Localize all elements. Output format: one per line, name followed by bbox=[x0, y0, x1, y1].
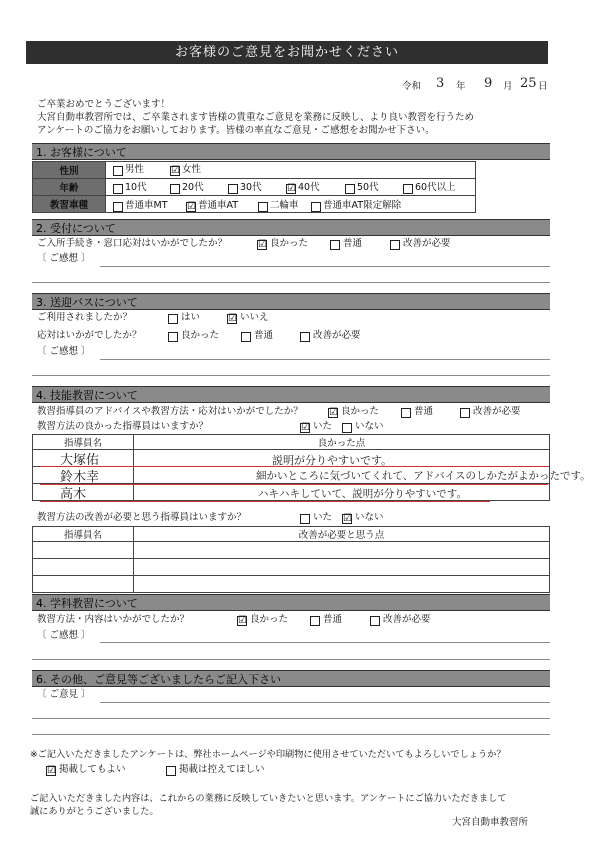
reception-comment-label: 〔 ご感想 〕 bbox=[37, 253, 91, 264]
driving-good-label: 良かった bbox=[341, 406, 380, 417]
good-instructor-point-1: 説明が分りやすいです。 bbox=[272, 454, 393, 467]
improve-point-cell-3[interactable] bbox=[134, 576, 550, 593]
age-40-label: 40代 bbox=[298, 182, 320, 193]
other-comment-line-3[interactable] bbox=[32, 734, 550, 735]
classroom-improve-label: 改善が必要 bbox=[383, 614, 431, 625]
age-60-label: 60代以上 bbox=[415, 182, 456, 193]
course-bike-checkbox[interactable] bbox=[258, 202, 268, 212]
course-at-label: 普通車AT bbox=[198, 200, 239, 211]
classroom-comment-line-1[interactable] bbox=[100, 642, 550, 643]
bus-comment-label: 〔 ご感想 〕 bbox=[37, 346, 91, 357]
good-instructor-yes-label: いた bbox=[313, 421, 333, 432]
improve-name-cell-1[interactable] bbox=[33, 542, 134, 559]
closing-line-2: 誠にありがとうございました。 bbox=[30, 806, 159, 817]
improve-point-cell-2[interactable] bbox=[134, 559, 550, 576]
publish-ng-checkbox[interactable] bbox=[166, 766, 176, 776]
reception-normal-label: 普通 bbox=[343, 238, 363, 249]
other-comment-label: 〔 ご意見 〕 bbox=[37, 689, 91, 700]
age-50-label: 50代 bbox=[357, 182, 379, 193]
reception-comment-line-2[interactable] bbox=[32, 282, 550, 283]
bus-good-label: 良かった bbox=[181, 330, 220, 341]
improve-instructor-yes-checkbox[interactable] bbox=[300, 514, 310, 524]
section-classroom-header: 4. 学科教習について bbox=[32, 594, 550, 611]
age-30-checkbox[interactable] bbox=[228, 184, 238, 194]
improve-col-point: 改善が必要と思う点 bbox=[134, 527, 550, 542]
classroom-improve-checkbox[interactable] bbox=[370, 616, 380, 626]
bus-improve-label: 改善が必要 bbox=[313, 330, 361, 341]
improve-instructor-question: 教習方法の改善が必要と思う指導員はいますか？ bbox=[37, 512, 247, 523]
driving-advice-question: 教習指導員のアドバイスや教習方法・応対はいかがでしたか？ bbox=[37, 406, 303, 417]
female-checkbox[interactable]: ☑ bbox=[171, 165, 180, 176]
improve-col-name: 指導員名 bbox=[33, 527, 134, 542]
classroom-normal-label: 普通 bbox=[323, 614, 343, 625]
classroom-comment-line-2[interactable] bbox=[32, 659, 550, 660]
driving-normal-checkbox[interactable] bbox=[401, 408, 411, 418]
date-year: 3 bbox=[436, 76, 445, 91]
bus-normal-checkbox[interactable] bbox=[241, 332, 251, 342]
good-instructor-name-2: 鈴木幸 bbox=[60, 470, 100, 485]
intro-line-2: 大宮自動車教習所では、ご卒業されます皆様の貴重なご意見を業務に反映し、より良い教習を行うため bbox=[37, 112, 475, 123]
gender-label: 性別 bbox=[33, 162, 106, 179]
good-instructor-no-label: いない bbox=[355, 421, 384, 432]
improve-name-cell-2[interactable] bbox=[33, 559, 134, 576]
date-era: 令和 bbox=[402, 81, 422, 92]
publish-question: ※ご記入いただきましたアンケートは、弊社ホームページや印刷物に使用させていただいてもよろしいでしょうか？ bbox=[30, 749, 506, 760]
reception-improve-label: 改善が必要 bbox=[403, 238, 451, 249]
reception-improve-checkbox[interactable] bbox=[390, 240, 400, 250]
other-comment-line-1[interactable] bbox=[100, 702, 550, 703]
red-underline-3 bbox=[40, 501, 490, 502]
form-title: お客様のご意見をお聞かせください bbox=[26, 41, 548, 64]
section-driving-header: 4. 技能教習について bbox=[32, 386, 550, 403]
red-underline-2 bbox=[40, 484, 548, 485]
date-month-unit: 月 bbox=[503, 81, 513, 92]
age-label: 年齢 bbox=[33, 179, 106, 196]
closing-line-1: ご記入いただきました内容は、これからの業務に反映していきたいと思います。アンケートにご協力いただきまして bbox=[30, 793, 507, 804]
male-checkbox[interactable] bbox=[113, 166, 123, 176]
course-mt-label: 普通車MT bbox=[125, 200, 168, 211]
improve-instructor-yes-label: いた bbox=[313, 512, 333, 523]
bus-yes-checkbox[interactable] bbox=[168, 314, 178, 324]
good-instructor-no-checkbox[interactable] bbox=[342, 423, 352, 433]
bus-service-question: 応対はいかがでしたか？ bbox=[37, 330, 142, 341]
reception-good-label: 良かった bbox=[270, 238, 309, 249]
course-at-release-checkbox[interactable] bbox=[311, 202, 321, 212]
section-bus-header: 3. 送迎バスについて bbox=[32, 293, 550, 310]
good-instructor-name-1: 大塚佑 bbox=[60, 453, 100, 468]
classroom-normal-checkbox[interactable] bbox=[310, 616, 320, 626]
age-20-label: 20代 bbox=[182, 182, 204, 193]
course-bike-label: 二輪車 bbox=[270, 200, 299, 211]
intro-line-3: アンケートのご協力をお願いしております。皆様の率直なご意見・ご感想をお聞かせ下さい。 bbox=[37, 125, 435, 136]
driving-normal-label: 普通 bbox=[414, 406, 434, 417]
driving-improve-checkbox[interactable] bbox=[460, 408, 470, 418]
good-instructor-name-3: 高木 bbox=[60, 487, 87, 502]
improve-instructor-no-label: いない bbox=[355, 512, 384, 523]
classroom-comment-label: 〔 ご感想 〕 bbox=[37, 630, 91, 641]
company-name: 大宮自動車教習所 bbox=[452, 817, 529, 828]
bus-improve-checkbox[interactable] bbox=[300, 332, 310, 342]
bus-no-checkbox[interactable]: ☑ bbox=[228, 313, 237, 324]
course-mt-checkbox[interactable] bbox=[113, 202, 123, 212]
bus-comment-line-2[interactable] bbox=[32, 375, 550, 376]
age-60-checkbox[interactable] bbox=[403, 184, 413, 194]
bus-use-question: ご利用されましたか？ bbox=[37, 312, 133, 323]
male-label: 男性 bbox=[125, 164, 145, 175]
good-instructor-yes-checkbox[interactable]: ☑ bbox=[301, 422, 310, 433]
intro-line-1: ご卒業おめでとうございます！ bbox=[37, 99, 171, 110]
good-col-point: 良かった点 bbox=[134, 435, 550, 450]
driving-improve-label: 改善が必要 bbox=[473, 406, 521, 417]
classroom-question: 教習方法・内容はいかがでしたか？ bbox=[37, 614, 190, 625]
bus-yes-label: はい bbox=[181, 312, 201, 323]
good-instructor-point-2: 細かいところに気づいてくれて、アドバイスのしかたがよかったです。 bbox=[256, 470, 591, 482]
course-label: 教習車種 bbox=[33, 196, 106, 213]
reception-normal-checkbox[interactable] bbox=[330, 240, 340, 250]
gender-options bbox=[106, 162, 476, 179]
bus-good-checkbox[interactable] bbox=[168, 332, 178, 342]
improve-instructor-no-checkbox[interactable]: ☑ bbox=[343, 513, 352, 524]
bus-comment-line-1[interactable] bbox=[100, 359, 550, 360]
bus-no-label: いいえ bbox=[240, 312, 269, 323]
classroom-good-label: 良かった bbox=[250, 614, 289, 625]
publish-ng-label: 掲載は控えてほしい bbox=[179, 764, 265, 775]
publish-ok-checkbox[interactable]: ☑ bbox=[47, 765, 56, 776]
age-50-checkbox[interactable] bbox=[345, 184, 355, 194]
course-at-release-label: 普通車AT限定解除 bbox=[323, 200, 402, 211]
reception-good-checkbox[interactable]: ☑ bbox=[258, 239, 267, 250]
date-day-unit: 日 bbox=[538, 81, 548, 92]
improve-point-cell-1[interactable] bbox=[134, 542, 550, 559]
reception-question: ご入所手続き・窓口応対はいかがでしたか？ bbox=[37, 238, 228, 249]
publish-ok-label: 掲載してもよい bbox=[59, 764, 126, 775]
age-10-checkbox[interactable] bbox=[113, 184, 123, 194]
improve-instructor-table bbox=[32, 526, 550, 593]
driving-good-checkbox[interactable]: ☑ bbox=[329, 407, 338, 418]
section-reception-header: 2. 受付について bbox=[32, 219, 550, 236]
date-year-unit: 年 bbox=[456, 81, 466, 92]
good-instructor-point-3: ハキハキしていて、説明が分りやすいです。 bbox=[258, 488, 467, 500]
section-customer-header: 1. お客様について bbox=[32, 143, 550, 160]
age-20-checkbox[interactable] bbox=[170, 184, 180, 194]
improve-name-cell-3[interactable] bbox=[33, 576, 134, 593]
good-col-name: 指導員名 bbox=[33, 435, 134, 450]
reception-comment-line-1[interactable] bbox=[100, 266, 550, 267]
date-day: 25 bbox=[520, 76, 537, 91]
other-comment-line-2[interactable] bbox=[32, 718, 550, 719]
course-at-checkbox[interactable]: ☑ bbox=[187, 201, 196, 212]
red-underline-1 bbox=[40, 466, 548, 467]
age-10-label: 10代 bbox=[125, 182, 147, 193]
classroom-good-checkbox[interactable]: ☑ bbox=[238, 615, 247, 626]
section-other-header: 6. その他、ご意見等ございましたらご記入下さい bbox=[32, 670, 550, 687]
bus-normal-label: 普通 bbox=[254, 330, 274, 341]
age-30-label: 30代 bbox=[240, 182, 262, 193]
female-label: 女性 bbox=[182, 164, 202, 175]
date-month: 9 bbox=[484, 76, 493, 91]
good-instructor-question: 教習方法の良かった指導員はいますか？ bbox=[37, 421, 209, 432]
age-40-checkbox[interactable]: ☑ bbox=[287, 183, 296, 194]
